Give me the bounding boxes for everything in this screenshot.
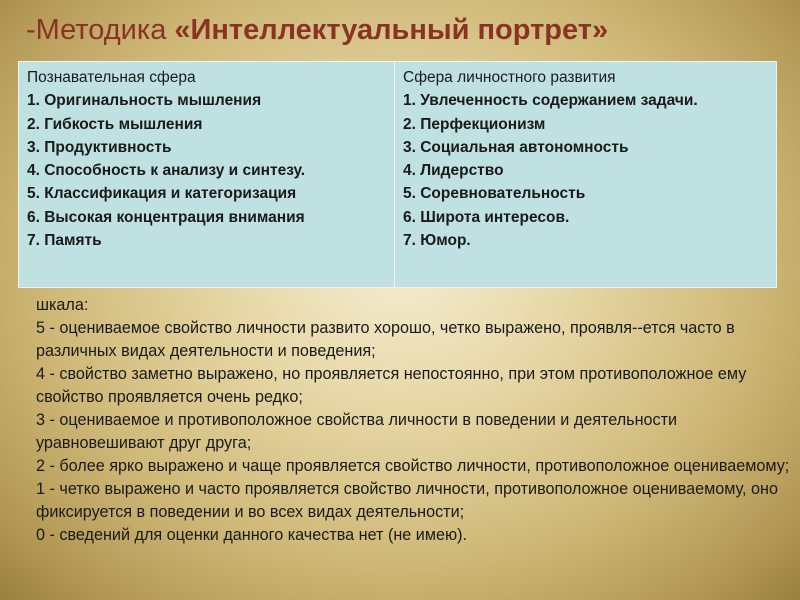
cognitive-sphere-header: Познавательная сфера [27, 69, 196, 86]
scale-level-2: 2 - более ярко выражено и чаще проявляется свойство личности, противоположное оцениваемому; [36, 457, 790, 475]
scale-label: шкала: [36, 296, 89, 314]
list-item: 7. Юмор. [403, 232, 471, 250]
scale-level-4: 4 - свойство заметно выражено, но проявляется непостоянно, при этом противоположное ему свойство проявляется очень редко; [36, 365, 747, 406]
scale-level-1: 1 - четко выражено и часто проявляется свойство личности, противоположное оцениваемому, оно фиксируется в поведении и во всех видах деятельности; [36, 480, 778, 521]
personal-sphere-column [395, 62, 776, 287]
cognitive-sphere-list [27, 89, 388, 252]
cognitive-sphere-column [19, 62, 395, 287]
scale-level-5: 5 - оцениваемое свойство личности развито хорошо, четко выражено, проявля--ется часто в различных видах деятельности и поведения; [36, 319, 735, 360]
list-item: 6. Широта интересов. [403, 208, 570, 226]
list-item: 5. Соревновательность [403, 185, 586, 203]
list-item: 1. Увлеченность содержанием задачи. [403, 92, 698, 110]
list-item: 2. Гибкость мышления [27, 115, 203, 133]
list-item: 4. Способность к анализу и синтезу. [27, 162, 306, 180]
list-item: 3. Продуктивность [27, 138, 172, 156]
scale-level-3: 3 - оцениваемое и противоположное свойства личности в поведении и деятельности уравновешивают друг друга; [36, 411, 678, 452]
list-item: 2. Перфекционизм [403, 115, 546, 133]
list-item: 5. Классификация и категоризация [27, 185, 297, 203]
spheres-table [18, 61, 777, 288]
title-method-name: «Интеллектуальный портрет» [174, 14, 609, 46]
list-item: 6. Высокая концентрация внимания [27, 208, 305, 226]
title-prefix: -Методика [26, 14, 175, 46]
personal-sphere-header: Сфера личностного развития [403, 69, 616, 86]
personal-sphere-list [403, 89, 770, 252]
list-item: 3. Социальная автономность [403, 138, 629, 156]
list-item: 7. Память [27, 232, 102, 250]
scale-level-0: 0 - сведений для оценки данного качества нет (не имею). [36, 526, 467, 544]
list-item: 4. Лидерство [403, 162, 504, 180]
slide-title [26, 14, 608, 47]
rating-scale [36, 294, 794, 547]
list-item: 1. Оригинальность мышления [27, 92, 262, 110]
